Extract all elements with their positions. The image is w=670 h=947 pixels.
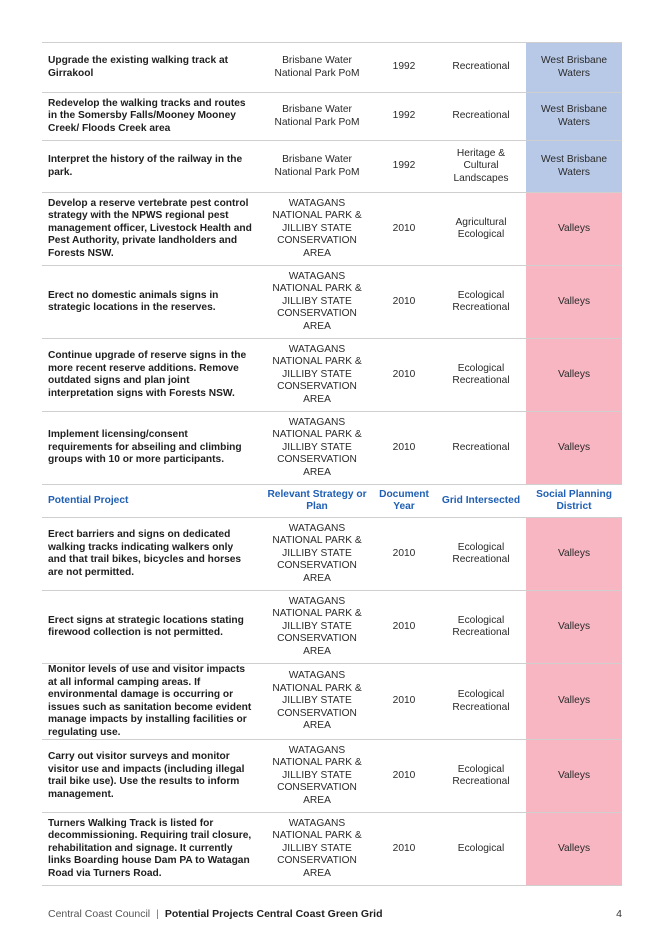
strategy-cell: WATAGANS NATIONAL PARK & JILLIBY STATE CONSERVATION AREA [262, 518, 372, 591]
strategy-cell: WATAGANS NATIONAL PARK & JILLIBY STATE CONSERVATION AREA [262, 591, 372, 664]
strategy-cell: WATAGANS NATIONAL PARK & JILLIBY STATE CONSERVATION AREA [262, 412, 372, 485]
projects-table-container [42, 42, 622, 886]
projects-table [42, 42, 622, 886]
project-cell: Interpret the history of the railway in the park. [42, 141, 262, 193]
year-cell: 1992 [372, 141, 436, 193]
year-cell: 1992 [372, 93, 436, 141]
district-cell: West Brisbane Waters [526, 141, 622, 193]
table-body-bottom [42, 518, 622, 886]
project-cell: Develop a reserve vertebrate pest control strategy with the NPWS regional pest management officer, Livestock Health and Pest Authority, private landholders and Forests NSW. [42, 193, 262, 266]
project-cell: Turners Walking Track is listed for decommissioning. Requiring trail closure, rehabilitation and signage. It currently links Boarding house Dam PA to Watagan Road via Turners Road. [42, 813, 262, 886]
header-grid-intersected: Grid Intersected [436, 485, 526, 518]
district-cell: West Brisbane Waters [526, 93, 622, 141]
table-row [42, 339, 622, 412]
grid-cell: Ecological Recreational [436, 518, 526, 591]
table-row [42, 266, 622, 339]
project-cell: Erect barriers and signs on dedicated walking tracks indicating walkers only and that trail bikes, bicycles and horses are not permitted. [42, 518, 262, 591]
strategy-cell: WATAGANS NATIONAL PARK & JILLIBY STATE CONSERVATION AREA [262, 339, 372, 412]
strategy-cell: WATAGANS NATIONAL PARK & JILLIBY STATE CONSERVATION AREA [262, 664, 372, 740]
project-cell: Continue upgrade of reserve signs in the more recent reserve additions. Remove outdated signs and plan joint interpretation signs with Forests NSW. [42, 339, 262, 412]
district-cell: Valleys [526, 740, 622, 813]
district-cell: Valleys [526, 193, 622, 266]
footer-separator: | [156, 908, 159, 920]
district-cell: Valleys [526, 339, 622, 412]
table-row [42, 664, 622, 740]
header-relevant-strategy: Relevant Strategy or Plan [262, 485, 372, 518]
grid-cell: Ecological Recreational [436, 740, 526, 813]
grid-cell: Heritage & Cultural Landscapes [436, 141, 526, 193]
grid-cell: Recreational [436, 412, 526, 485]
grid-cell: Ecological Recreational [436, 266, 526, 339]
table-row [42, 43, 622, 93]
table-row [42, 193, 622, 266]
strategy-cell: Brisbane Water National Park PoM [262, 93, 372, 141]
table-row [42, 93, 622, 141]
strategy-cell: WATAGANS NATIONAL PARK & JILLIBY STATE CONSERVATION AREA [262, 193, 372, 266]
project-cell: Erect signs at strategic locations stating firewood collection is not permitted. [42, 591, 262, 664]
table-header-body [42, 485, 622, 518]
district-cell: Valleys [526, 664, 622, 740]
year-cell: 2010 [372, 813, 436, 886]
year-cell: 2010 [372, 193, 436, 266]
footer-organisation: Central Coast Council [48, 908, 151, 920]
table-row [42, 740, 622, 813]
grid-cell: Recreational [436, 43, 526, 93]
project-cell: Redevelop the walking tracks and routes in the Somersby Falls/Mooney Mooney Creek/ Floods Creek area [42, 93, 262, 141]
year-cell: 2010 [372, 664, 436, 740]
header-document-year: Document Year [372, 485, 436, 518]
year-cell: 2010 [372, 740, 436, 813]
grid-cell: Ecological Recreational [436, 591, 526, 664]
grid-cell: Ecological [436, 813, 526, 886]
strategy-cell: WATAGANS NATIONAL PARK & JILLIBY STATE CONSERVATION AREA [262, 813, 372, 886]
year-cell: 2010 [372, 591, 436, 664]
grid-cell: Agricultural Ecological [436, 193, 526, 266]
district-cell: Valleys [526, 518, 622, 591]
year-cell: 1992 [372, 43, 436, 93]
project-cell: Implement licensing/consent requirements for abseiling and climbing groups with 10 or more participants. [42, 412, 262, 485]
table-row [42, 412, 622, 485]
table-row [42, 518, 622, 591]
year-cell: 2010 [372, 266, 436, 339]
district-cell: Valleys [526, 266, 622, 339]
project-cell: Carry out visitor surveys and monitor visitor use and impacts (including illegal trail bike use). Use the results to inform management. [42, 740, 262, 813]
district-cell: West Brisbane Waters [526, 43, 622, 93]
page-footer [48, 908, 383, 920]
table-row [42, 141, 622, 193]
strategy-cell: WATAGANS NATIONAL PARK & JILLIBY STATE CONSERVATION AREA [262, 266, 372, 339]
strategy-cell: Brisbane Water National Park PoM [262, 43, 372, 93]
year-cell: 2010 [372, 339, 436, 412]
year-cell: 2010 [372, 518, 436, 591]
page-number: 4 [616, 908, 622, 920]
table-header-row [42, 485, 622, 518]
project-cell: Erect no domestic animals signs in strategic locations in the reserves. [42, 266, 262, 339]
table-row [42, 591, 622, 664]
district-cell: Valleys [526, 813, 622, 886]
table-row [42, 813, 622, 886]
strategy-cell: Brisbane Water National Park PoM [262, 141, 372, 193]
strategy-cell: WATAGANS NATIONAL PARK & JILLIBY STATE CONSERVATION AREA [262, 740, 372, 813]
district-cell: Valleys [526, 591, 622, 664]
footer-document-title: Potential Projects Central Coast Green Grid [164, 908, 383, 920]
header-potential-project: Potential Project [42, 485, 262, 518]
grid-cell: Ecological Recreational [436, 339, 526, 412]
header-social-planning-district: Social Planning District [526, 485, 622, 518]
year-cell: 2010 [372, 412, 436, 485]
grid-cell: Ecological Recreational [436, 664, 526, 740]
project-cell: Upgrade the existing walking track at Girrakool [42, 43, 262, 93]
district-cell: Valleys [526, 412, 622, 485]
project-cell: Monitor levels of use and visitor impacts at all informal camping areas. If environmental damage is occurring or issues such as sanitation become evident manage impacts by installing facilities or regulating use. [42, 664, 262, 740]
table-body-top [42, 43, 622, 485]
grid-cell: Recreational [436, 93, 526, 141]
